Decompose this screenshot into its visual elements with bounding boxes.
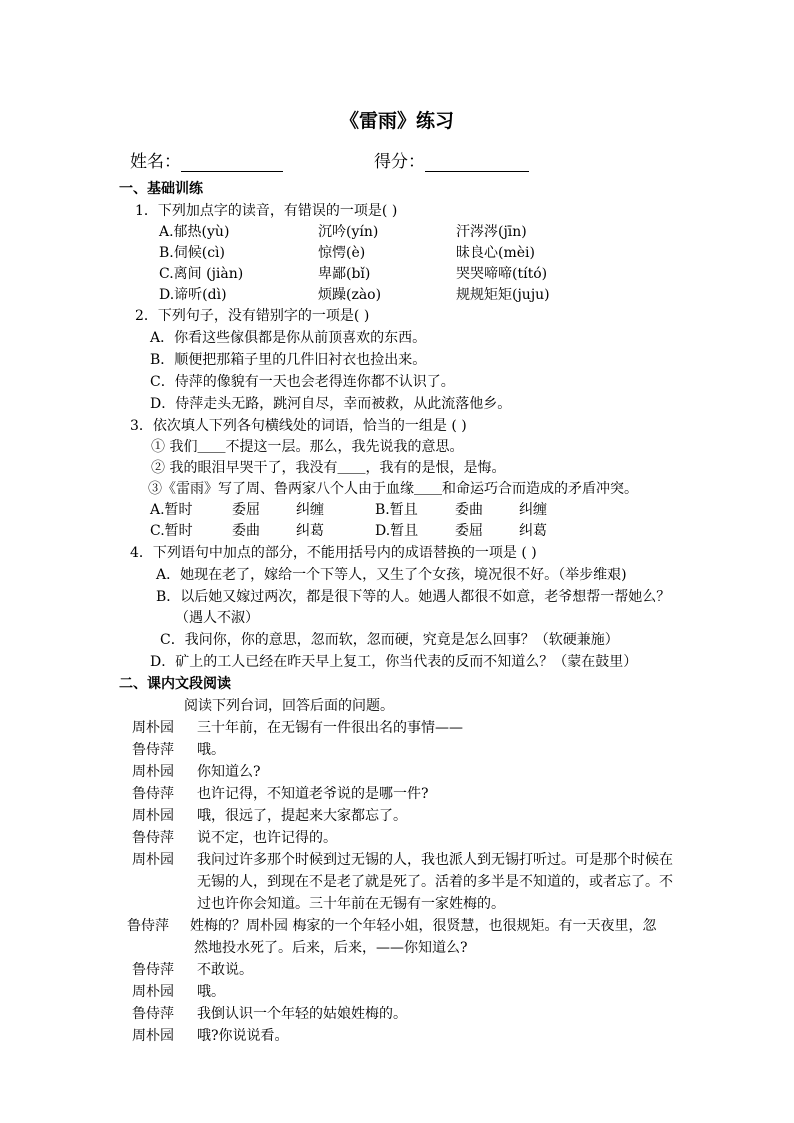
dialogue-line: 不敢说。	[197, 962, 253, 978]
speaker-name: 周朴园	[132, 852, 174, 868]
question-4-stem: 4．下列语句中加点的部分，不能用括号内的成语替换的一项是 ( )	[130, 545, 537, 561]
reading-instruction: 阅读下列台词，回答后面的问题。	[184, 698, 394, 714]
dialogue-line: 也许记得，不知道老爷说的是哪一件?	[197, 786, 429, 802]
option-text: 委屈	[455, 523, 483, 539]
question-3-stem: 3．依次填人下列各句横线处的词语，恰当的一组是 ( )	[130, 418, 467, 434]
speaker-name: 鲁侍萍	[132, 742, 174, 758]
option-text: 汗涔涔(jīn)	[456, 224, 527, 240]
dialogue-line: 我问过许多那个时候到过无锡的人，我也派人到无锡打听过。可是那个时候在	[197, 852, 673, 868]
dialogue-line: 我倒认识一个年轻的姑娘姓梅的。	[197, 1006, 407, 1022]
option-text: 惊愕(è)	[318, 245, 366, 261]
option-text: 昧良心(mèi)	[456, 245, 535, 261]
option-text: C.离间 (jiàn)	[159, 266, 244, 282]
speaker-name: 周朴园	[132, 720, 174, 736]
name-field	[130, 147, 283, 172]
question-2-stem: 2．下列句子，没有错别字的一项是( )	[135, 308, 370, 324]
name-label: 姓名：	[130, 152, 181, 172]
dialogue-line: 然地投水死了。后来，后来，——你知道么?	[194, 940, 468, 956]
option-text: 纠缠	[519, 502, 547, 518]
speaker-name: 周朴园	[132, 764, 174, 780]
option-text: 纠葛	[519, 523, 547, 539]
dialogue-line: 你知道么?	[197, 764, 261, 780]
sentence-item: ③《雷雨》写了周、鲁两家八个人由于血缘＿＿和命运巧合而造成的矛盾冲突。	[148, 481, 638, 497]
dialogue-line: 哦。	[197, 742, 225, 758]
option-text: D．侍萍走头无路，跳河自尽，幸而被救，从此流落他乡。	[150, 396, 512, 412]
speaker-name: 鲁侍萍	[132, 1006, 174, 1022]
option-text: A.郁热(yù)	[159, 224, 230, 240]
option-text: D.暂且	[375, 523, 419, 539]
dialogue-line: 说不定，也许记得的。	[197, 830, 337, 846]
name-blank[interactable]	[181, 155, 283, 172]
speaker-name: 周朴园	[132, 808, 174, 824]
speaker-name: 鲁侍萍	[132, 830, 174, 846]
score-blank[interactable]	[425, 155, 529, 172]
option-text: 卑鄙(bǐ)	[318, 266, 371, 282]
option-text: 委曲	[232, 523, 260, 539]
dialogue-line: 哦。	[197, 984, 225, 1000]
option-text: C．我问你，你的意思，忽而软，忽而硬，究竟是怎么回事？（软硬兼施）	[160, 632, 619, 648]
option-text: （遇人不淑）	[175, 610, 259, 626]
dialogue-line: 姓梅的？周朴园 梅家的一个年轻小姐，很贤慧，也很规矩。有一天夜里，忽	[190, 918, 657, 934]
speaker-name: 周朴园	[132, 1028, 174, 1044]
option-text: 委曲	[455, 502, 483, 518]
speaker-name: 周朴园	[132, 984, 174, 1000]
score-field	[374, 147, 529, 172]
sentence-item: ② 我的眼泪早哭干了，我没有＿＿，我有的是恨，是悔。	[151, 460, 506, 476]
option-text: B.伺候(cì)	[159, 245, 225, 261]
question-1-stem: 1．下列加点字的读音，有错误的一项是( )	[135, 203, 398, 219]
option-text: D．矿上的工人已经在昨天早上复工，你当代表的反而不知道么？（蒙在鼓里）	[150, 654, 638, 670]
speaker-name: 鲁侍萍	[132, 962, 174, 978]
page-title: 《雷雨》练习	[339, 110, 454, 132]
dialogue-line: 过也许你会知道。三十年前在无锡有一家姓梅的。	[197, 896, 505, 912]
speaker-name: 鲁侍萍	[127, 918, 169, 934]
dialogue-line: 无锡的人，到现在不是老了就是死了。活着的多半是不知道的，或者忘了。不	[197, 874, 673, 890]
option-text: C．侍萍的像貌有一天也会老得连你都不认识了。	[150, 374, 455, 390]
option-text: 纠缠	[296, 502, 324, 518]
option-text: B．顺便把那箱子里的几件旧衬衣也捡出来。	[150, 352, 427, 368]
option-text: A.暂时	[150, 502, 193, 518]
option-text: 烦躁(zào)	[318, 287, 382, 303]
score-label: 得分：	[374, 152, 425, 172]
section-heading: 二、课内文段阅读	[119, 676, 231, 692]
option-text: D.谛听(dì)	[159, 287, 227, 303]
option-text: A．你看这些傢俱都是你从前顶喜欢的东西。	[150, 330, 427, 346]
option-text: 哭哭啼啼(tító)	[456, 266, 548, 282]
speaker-name: 鲁侍萍	[132, 786, 174, 802]
option-text: B.暂且	[375, 502, 418, 518]
dialogue-line: 哦?你说说看。	[197, 1028, 289, 1044]
option-text: 纠葛	[296, 523, 324, 539]
option-text: C.暂时	[150, 523, 193, 539]
option-text: 规规矩矩(juju)	[456, 287, 550, 303]
option-text: A．她现在老了，嫁给一个下等人，又生了个女孩，境况很不好。（举步维艰)	[156, 567, 627, 583]
option-text: B．以后她又嫁过两次，都是很下等的人。她遇人都很不如意，老爷想帮一帮她么？	[156, 589, 671, 605]
dialogue-line: 三十年前，在无锡有一件很出名的事情——	[197, 720, 463, 736]
option-text: 沉吟(yín)	[318, 224, 379, 240]
sentence-item: ① 我们＿＿不提这一层。那么，我先说我的意思。	[151, 439, 464, 455]
section-heading: 一、基础训练	[119, 181, 203, 197]
dialogue-line: 哦，很远了，提起来大家都忘了。	[197, 808, 407, 824]
option-text: 委屈	[232, 502, 260, 518]
